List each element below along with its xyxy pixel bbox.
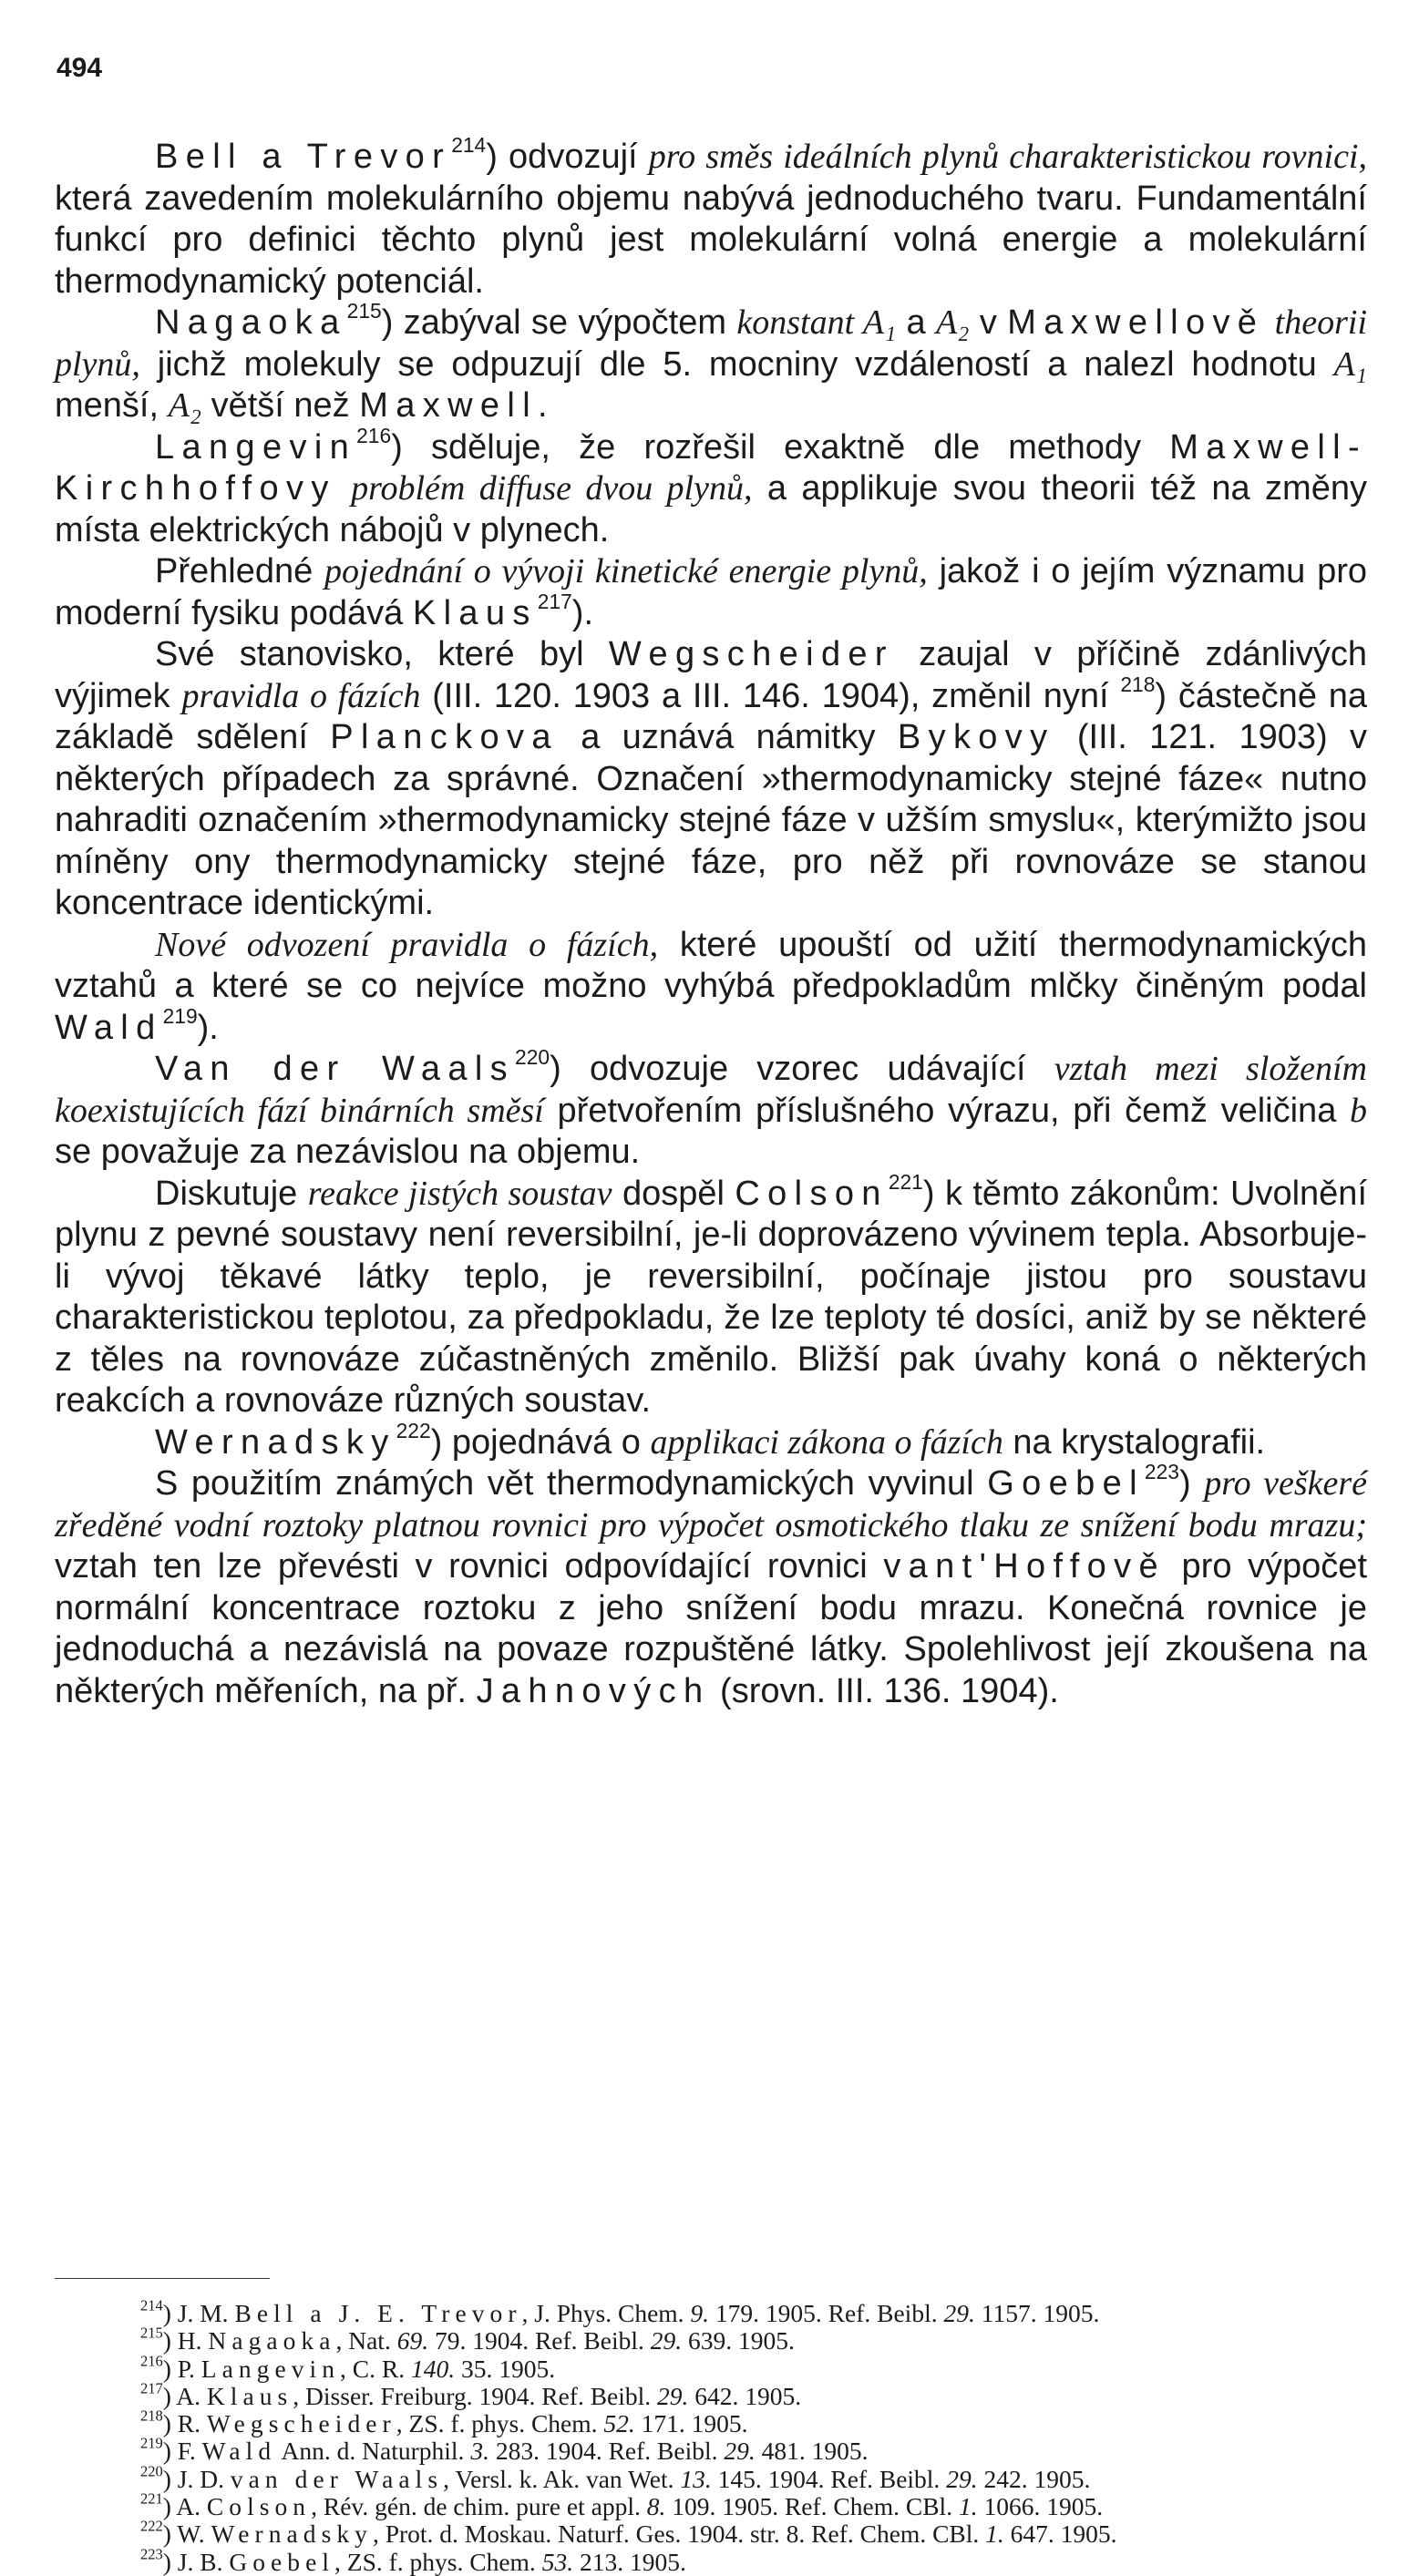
footnote — [55, 2407, 1367, 2438]
spaced-name: Maxwellově — [1007, 303, 1265, 342]
spaced-name: Nagaoka — [155, 303, 347, 342]
footnote-ref: 222 — [396, 1418, 431, 1442]
text-run: na krystalografii. — [1003, 1422, 1266, 1462]
footnote-ref: 214 — [140, 2296, 163, 2314]
text-run: . — [538, 386, 548, 425]
text-run: ) P. — [162, 2354, 201, 2383]
text-run: , J. Phys. Chem. — [521, 2299, 691, 2327]
italic-run: pro směs ideálních plynů charakteristickou rovnici, — [648, 138, 1367, 176]
text-run: větší než — [201, 386, 360, 425]
footnote-ref: 218 — [1120, 672, 1156, 696]
italic-run: 29. — [657, 2381, 689, 2410]
spaced-name: Langevin — [201, 2354, 341, 2383]
text-run: ) J. M. — [162, 2299, 235, 2327]
spaced-name: Wegscheider — [608, 635, 894, 673]
footnote-ref: 223 — [1144, 1459, 1179, 1483]
text-run: Diskutuje — [155, 1174, 308, 1213]
spaced-name: Van der Waals — [155, 1050, 516, 1088]
text-run: , Versl. k. Ak. van Wet. — [443, 2464, 681, 2493]
text-run: ) — [1178, 1464, 1205, 1503]
spaced-name: Planckova — [330, 718, 559, 756]
italic-run: 140. — [410, 2354, 456, 2383]
footnote-ref: 217 — [140, 2379, 163, 2397]
text-run: 1066. 1905. — [977, 2492, 1104, 2521]
text-run — [1264, 303, 1274, 342]
paragraph — [55, 1418, 1367, 1464]
spaced-name: Langevin — [155, 427, 357, 467]
text-run: ) k těmto zákonům: Uvolnění plynu z pevné soustavy není reversibilní, je-li doprovázeno vývinem tepla. Absorbuje-li vývoj těkavé látky teplo, je reversibilní, počínaje jistou pro soustavu charakteristickou teplotou, za předpokladu, že lze teploty té dosíci, aniž by se některé z těles na rovnováze zúčastněných změnilo. Bližší pak úvahy koná o některých reakcích a rovnováze různých soustav. — [55, 1174, 1367, 1420]
text-run: 1157. 1905. — [974, 2299, 1100, 2327]
spaced-name: Wald — [201, 2437, 277, 2466]
text-run: , ZS. f. phys. Chem. — [396, 2409, 604, 2438]
italic-run: Nové odvození pravidla o fázích, — [155, 925, 659, 964]
footnote — [55, 2296, 1367, 2327]
italic-run: 29. — [943, 2299, 975, 2327]
text-run: jakož i o jejím významu pro moderní fysiku podává — [55, 552, 1367, 632]
spaced-name: Goebel — [987, 1464, 1145, 1503]
footnote — [55, 2489, 1367, 2521]
text-run: se považuje za nezávislou na objemu. — [55, 1133, 641, 1171]
italic-run: 1. — [985, 2520, 1004, 2549]
footnote — [55, 2520, 1367, 2548]
text-run: 213. 1905. — [573, 2547, 686, 2576]
spaced-name: Nagaoka — [208, 2326, 336, 2355]
text-run: v — [969, 303, 1008, 342]
spaced-name: Klaus — [412, 593, 538, 632]
spaced-name: Wegscheider — [206, 2409, 396, 2438]
text-run: ) odvozují — [486, 138, 649, 176]
italic-run: reakce jistých soustav — [307, 1174, 612, 1213]
spaced-name: Maxwell — [359, 386, 539, 425]
text-run: menší, — [55, 386, 169, 425]
spaced-name: Wernadsky — [155, 1422, 396, 1462]
text-run: dospěl — [612, 1174, 735, 1213]
paragraph — [55, 551, 1367, 634]
spaced-name: Bell a J. E. Trevor — [234, 2299, 522, 2327]
text-run: ) zabýval se výpočtem — [381, 303, 737, 342]
footnote-ref: 221 — [140, 2489, 163, 2508]
text-run: , Disser. Freiburg. 1904. Ref. Beibl. — [293, 2381, 658, 2410]
italic-run: 8. — [646, 2492, 666, 2521]
text-run: 109. 1905. Ref. Chem. CBl. — [665, 2492, 959, 2521]
footnote-ref: 222 — [140, 2518, 163, 2535]
text-run: 481. 1905. — [755, 2437, 869, 2466]
footnote-ref: 216 — [140, 2352, 163, 2370]
text-run: 171. 1905. — [634, 2409, 748, 2438]
italic-run: b — [1350, 1091, 1367, 1130]
italic-run: 29. — [946, 2464, 978, 2493]
text-run: 145. 1904. Ref. Beibl. — [711, 2464, 947, 2493]
italic-run: 29. — [650, 2326, 683, 2355]
footnote-ref: 219 — [162, 1003, 198, 1028]
text-run — [336, 469, 351, 508]
italic-run: 3. — [470, 2437, 489, 2466]
text-run: Své stanovisko, které byl — [155, 635, 609, 673]
italic-run: problém diffuse dvou plynů, — [351, 469, 753, 508]
italic-run: A₁ — [1333, 344, 1367, 384]
text-run: 647. 1905. — [1003, 2520, 1117, 2549]
text-run: jichž molekuly se odpuzují dle 5. mocniny vzdáleností a nalezl hodnotu — [139, 344, 1334, 384]
text-run: (III. 120. 1903 a III. 146. 1904), změnil nyní — [420, 676, 1121, 715]
footnote-ref: 217 — [537, 589, 572, 613]
text-run: ) W. — [162, 2520, 211, 2549]
footnote — [55, 2437, 1367, 2465]
spaced-name: Maxwell-Kirchhoffovy — [55, 427, 1367, 508]
text-run: 639. 1905. — [682, 2326, 795, 2355]
footnote — [55, 2324, 1367, 2355]
text-run: zaujal v příčině zdánlivých výjimek — [55, 635, 1367, 715]
italic-run: 53. — [541, 2547, 574, 2576]
italic-run: 13. — [680, 2464, 712, 2493]
text-run: 642. 1905. — [688, 2381, 802, 2410]
italic-run: 9. — [690, 2299, 710, 2327]
footnote — [55, 2545, 1367, 2576]
footnote-ref: 220 — [515, 1044, 550, 1069]
italic-run: vztah mezi složením koexistujících fází binárních směsí — [55, 1050, 1367, 1130]
text-run: a applikuje svou theorii též na změny místa elektrických nábojů v plynech. — [55, 469, 1367, 549]
spaced-name: Colson — [735, 1174, 889, 1213]
text-run: Ann. d. Naturphil. — [276, 2437, 471, 2466]
text-run: , ZS. f. phys. Chem. — [334, 2547, 542, 2576]
italic-run: A₂ — [168, 386, 202, 425]
text-run: 242. 1905. — [977, 2464, 1091, 2493]
spaced-name: Wald — [55, 1008, 163, 1047]
text-run: 79. 1904. Ref. Beibl. — [428, 2326, 651, 2355]
text-run: ) R. — [162, 2409, 207, 2438]
text-run: které upouští od užití thermodynamických vztahů a které se co nejvíce možno vyhýbá předpokladům mlčky činěným podal — [55, 925, 1367, 1005]
italic-run: theorii plynů, — [55, 303, 1367, 384]
text-run: , Rév. gén. de chim. pure et appl. — [311, 2492, 647, 2521]
text-run: přetvořením příslušného výrazu, při čemž veličina — [543, 1091, 1350, 1130]
italic-run: 69. — [396, 2326, 429, 2355]
footnote-ref: 218 — [140, 2407, 163, 2425]
text-run: 35. 1905. — [455, 2354, 556, 2383]
italic-run: 29. — [724, 2437, 756, 2466]
italic-run: pro veškeré zředěné vodní roztoky platnou rovnici pro výpočet osmotického tlaku ze snížení bodu mrazu; — [55, 1464, 1367, 1545]
spaced-name: vant'Hoffově — [883, 1547, 1166, 1586]
footnote-divider — [55, 2278, 270, 2279]
footnote-ref: 215 — [140, 2324, 163, 2342]
text-run: a uznává námitky — [558, 718, 898, 756]
spaced-name: Wernadsky — [211, 2520, 373, 2549]
spaced-name: Colson — [206, 2492, 312, 2521]
footnote — [55, 2379, 1367, 2410]
italic-run: 1. — [958, 2492, 978, 2521]
paragraph — [55, 1169, 1367, 1422]
text-run: , Prot. d. Moskau. Naturf. Ges. 1904. str. 8. Ref. Chem. CBl. — [372, 2520, 986, 2549]
text-run: ) J. B. — [162, 2547, 230, 2576]
spaced-name: Bell a Trevor — [155, 138, 452, 176]
text-run: ). — [571, 593, 594, 632]
text-run: ). — [197, 1008, 219, 1047]
text-run: (III. 121. 1903) v některých případech za správné. Označení »thermodynamicky stejné fáze« nutno nahraditi označením »thermodynamicky stejné fáze v užším smyslu«, kterýmižto jsou míněny ony thermodynamicky stejné fáze, pro něž při rovnováze se stanou koncentrace identickými. — [55, 718, 1367, 922]
footnote-ref: 223 — [140, 2545, 163, 2563]
paragraph — [55, 1459, 1368, 1712]
footnote — [55, 2462, 1367, 2493]
text-run: vztah ten lze převésti v rovnici odpovídající rovnici — [55, 1547, 884, 1586]
text-run: 179. 1905. Ref. Beibl. — [709, 2299, 944, 2327]
footnote — [55, 2352, 1367, 2383]
footnotes — [55, 2296, 1367, 2576]
spaced-name: Goebel — [229, 2547, 335, 2576]
italic-run: pravidla o fázích — [181, 676, 421, 715]
spaced-name: Klaus — [206, 2381, 293, 2410]
paragraph — [55, 925, 1367, 1050]
page-number: 494 — [57, 53, 103, 83]
italic-run: konstant A₁ — [736, 303, 897, 342]
paragraph — [55, 298, 1367, 427]
paragraph — [55, 634, 1367, 925]
italic-run: pojednání o vývoji kinetické energie plynů, — [324, 552, 928, 590]
text-run: ) odvozuje vzorec udávající — [550, 1050, 1054, 1088]
footnote-ref: 219 — [140, 2435, 163, 2453]
body-text — [55, 132, 1368, 1712]
italic-run: applikaci zákona o fázích — [650, 1422, 1003, 1462]
text-run: (srovn. III. 136. 1904). — [710, 1671, 1059, 1710]
footnote-ref: 216 — [356, 423, 392, 447]
text-run: a — [896, 303, 937, 342]
text-run: ) částečně na základě sdělení — [55, 676, 1367, 756]
text-run: ) A. — [162, 2492, 207, 2521]
spaced-name: van der Waals — [230, 2464, 444, 2493]
text-run: ) H. — [162, 2326, 209, 2355]
text-run: Přehledné — [155, 552, 325, 590]
text-run: , Nat. — [335, 2326, 397, 2355]
text-run: 283. 1904. Ref. Beibl. — [488, 2437, 725, 2466]
footnote-ref: 214 — [451, 132, 487, 157]
footnote-ref: 221 — [888, 1169, 923, 1194]
footnote-ref: 220 — [140, 2462, 163, 2480]
footnote-ref: 215 — [346, 298, 382, 323]
text-run: pro výpočet normální koncentrace roztoku z jeho snížení bodu mrazu. Konečná rovnice je jednoduchá a nezávislá na povaze rozpuštěné látky. Spolehlivost její zkoušena na některých měřeních, na př. — [55, 1547, 1368, 1710]
text-run: ) F. — [162, 2437, 202, 2466]
italic-run: A₂ — [936, 303, 970, 342]
text-run: ) sděluje, že rozřešil exaktně dle methody — [391, 427, 1170, 467]
italic-run: 52. — [603, 2409, 635, 2438]
text-run: ) A. — [162, 2381, 207, 2410]
text-run: , C. R. — [340, 2354, 411, 2383]
paragraph — [55, 1044, 1367, 1174]
spaced-name: Bykovy — [897, 718, 1055, 756]
text-run: ) J. D. — [162, 2464, 231, 2493]
text-run: která zavedením molekulárního objemu nabývá jednoduchého tvaru. Fundamentální funkcí pro definici těchto plynů jest molekulární volná energie a molekulární thermodynamický potenciál. — [55, 179, 1367, 301]
paragraph — [55, 423, 1367, 552]
paragraph — [55, 132, 1367, 303]
text-run: ) pojednává o — [430, 1422, 651, 1462]
text-run: S použitím známých vět thermodynamických vyvinul — [155, 1464, 988, 1503]
spaced-name: Jahnových — [476, 1671, 711, 1710]
